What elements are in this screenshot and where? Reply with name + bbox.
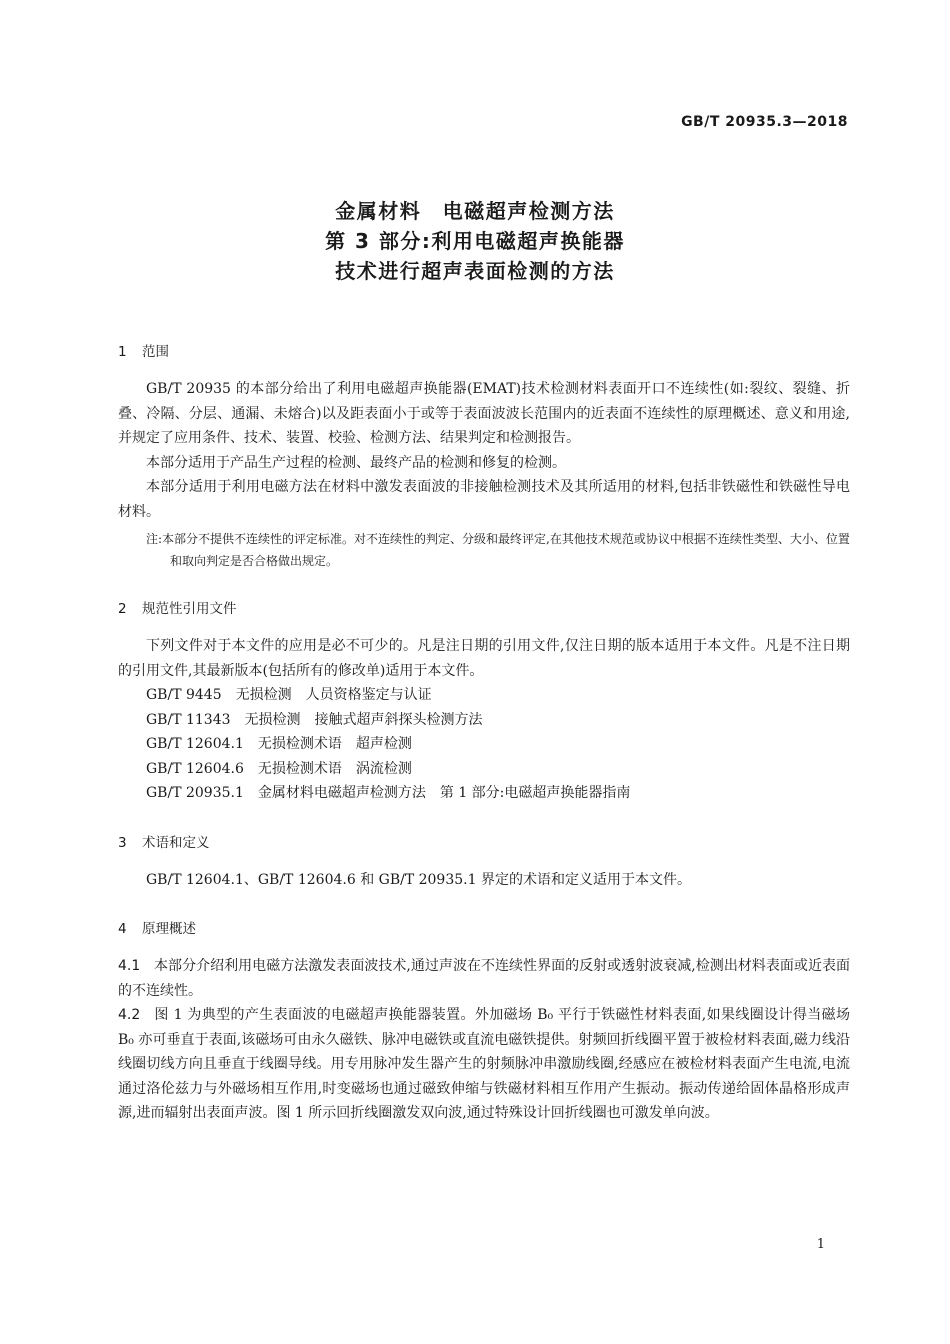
note-text: 本部分不提供不连续性的评定标准。对不连续性的判定、分级和最终评定,在其他技术规范或协议中根据不连续性类型、大小、位置和取向判定是否合格做出规定。 [162,532,850,568]
reference-item: GB/T 12604.6 无损检测术语 涡流检测 [146,760,412,777]
section-2-heading [118,597,850,621]
section-number: 3 [118,834,127,851]
clause-number: 4.2 [118,1007,141,1023]
section-number: 1 [118,344,127,360]
title-line-2: 第 3 部分:利用电磁超声换能器 [325,229,625,253]
reference-item: GB/T 20935.1 金属材料电磁超声检测方法 第 1 部分:电磁超声换能器指南 [146,785,631,801]
clause-text: 图 1 为典型的产生表面波的电磁超声换能器装置。外加磁场 B₀ 平行于铁磁性材料表面,如果线圈设计得当磁场 B₀ 亦可垂直于表面,该磁场可由永久磁铁、脉冲电磁铁或直流电磁铁提供。射频回折线圈平置于被检材料表面,磁力线沿线圈切线方向且垂直于线圈导线。用专用脉冲发生器产生的射频脉冲串激励线圈,经感应在被检材料表面产生电流,电流通过洛伦兹力与外磁场相互作用,时变磁场也通过磁致伸缩与铁磁材料相互作用产生振动。振动传递给固体晶格形成声源,进而辐射出表面声波。图 1 所示回折线圈激发双向波,通过特殊设计回折线圈也可激发单向波。 [118,1007,850,1121]
reference-item: GB/T 9445 无损检测 人员资格鉴定与认证 [146,687,432,703]
page-number: 1 [816,1237,825,1252]
paragraph: GB/T 12604.1、GB/T 12604.6 和 GB/T 20935.1 界定的术语和定义适用于本文件。 [146,871,691,888]
section-number: 4 [118,921,127,937]
clause-text: 本部分介绍利用电磁方法激发表面波技术,通过声波在不连续性界面的反射或透射波衰减,检测出材料表面或近表面的不连续性。 [118,958,850,999]
reference-item: GB/T 12604.1 无损检测术语 超声检测 [146,736,412,752]
section-title: 规范性引用文件 [142,601,237,617]
document-title [0,196,950,286]
note [118,528,850,572]
paragraph: 本部分适用于利用电磁方法在材料中激发表面波的非接触检测技术及其所适用的材料,包括非铁磁性和铁磁性导电材料。 [118,479,850,520]
section-title: 原理概述 [142,921,196,937]
paragraph: 本部分适用于产品生产过程的检测、最终产品的检测和修复的检测。 [146,454,566,471]
clause-number: 4.1 [118,958,141,974]
note-label: 注: [146,532,163,546]
clause-4-1 [118,954,850,1003]
section-3-heading [118,831,850,855]
title-line-1: 金属材料 电磁超声检测方法 [335,199,615,223]
standard-number: GB/T 20935.3—2018 [681,114,848,130]
section-title: 范围 [142,344,169,360]
title-line-3: 技术进行超声表面检测的方法 [335,259,615,283]
paragraph: GB/T 20935 的本部分给出了利用电磁超声换能器(EMAT)技术检测材料表面开口不连续性(如:裂纹、裂缝、折叠、冷隔、分层、通漏、未熔合)以及距表面小于或等于表面波波长范围内的近表面不连续性的原理概述、意义和用途,并规定了应用条件、技术、装置、校验、检测方法、结果判定和检测报告。 [118,381,850,446]
section-4-heading [118,917,850,941]
paragraph: 下列文件对于本文件的应用是必不可少的。凡是注日期的引用文件,仅注日期的版本适用于本文件。凡是不注日期的引用文件,其最新版本(包括所有的修改单)适用于本文件。 [118,638,850,679]
clause-4-2 [118,1003,850,1126]
document-body [118,340,850,1126]
reference-item: GB/T 11343 无损检测 接触式超声斜探头检测方法 [146,711,483,728]
section-title: 术语和定义 [142,834,210,851]
section-1-heading [118,340,850,364]
section-number: 2 [118,601,127,617]
